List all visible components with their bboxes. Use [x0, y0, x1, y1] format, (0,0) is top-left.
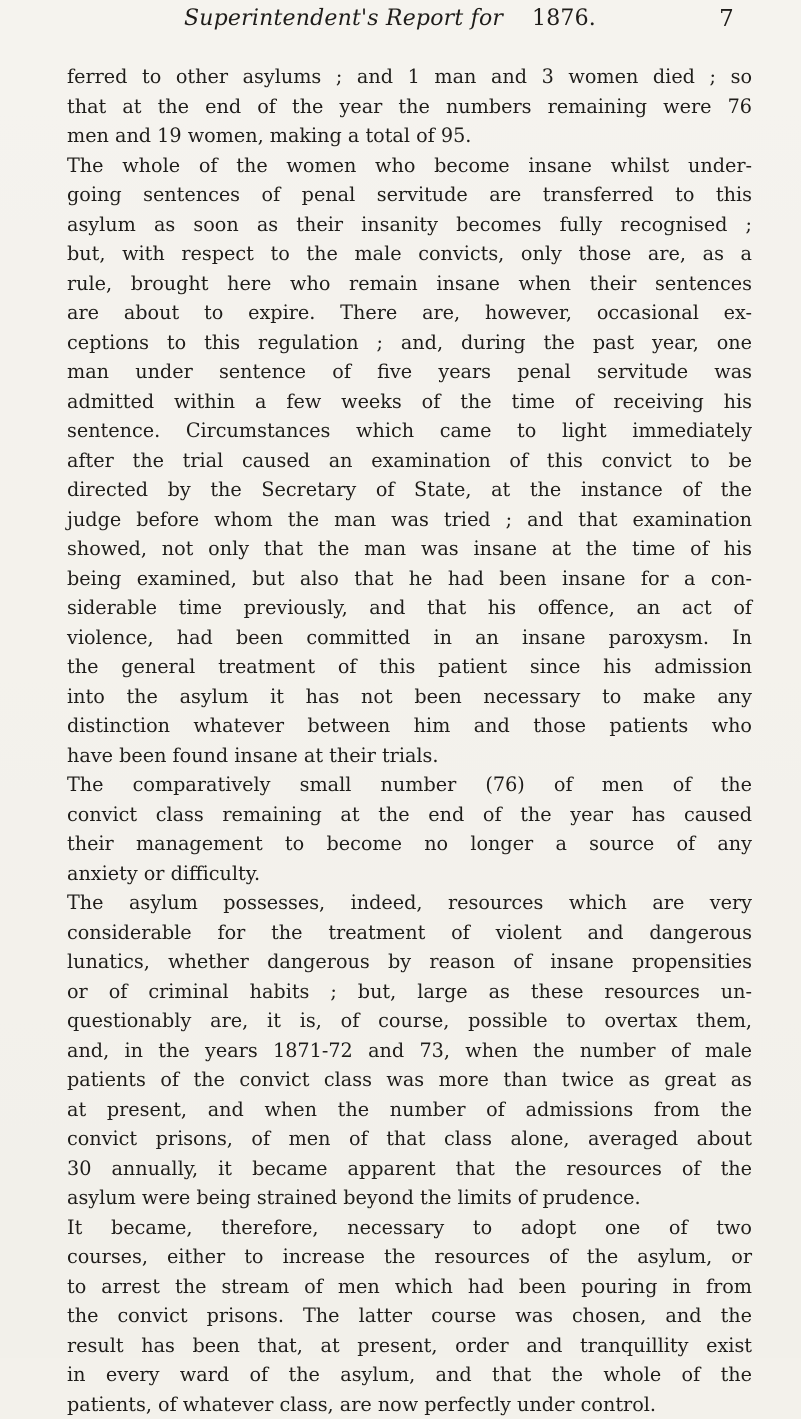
text-line: violence, had been committed in an insane paroxysm. In	[67, 623, 752, 653]
text-line: distinction whatever between him and those patients who	[67, 711, 752, 741]
text-line: lunatics, whether dangerous by reason of insane propensities	[67, 947, 752, 977]
text-line: men and 19 women, making a total of 95.	[67, 121, 752, 151]
text-line: siderable time previously, and that his offence, an act of	[67, 593, 752, 623]
text-line: 30 annually, it became apparent that the resources of the	[67, 1154, 752, 1184]
text-line: directed by the Secretary of State, at the instance of the	[67, 475, 752, 505]
text-line: the convict prisons. The latter course was chosen, and the	[67, 1301, 752, 1331]
paragraph	[67, 1213, 752, 1419]
text-line: anxiety or difficulty.	[67, 859, 752, 889]
text-line: courses, either to increase the resources of the asylum, or	[67, 1242, 752, 1272]
text-line: are about to expire. There are, however, occasional ex-	[67, 298, 752, 328]
text-line: The asylum possesses, indeed, resources which are very	[67, 888, 752, 918]
text-line: at present, and when the number of admissions from the	[67, 1095, 752, 1125]
text-line: admitted within a few weeks of the time of receiving his	[67, 387, 752, 417]
text-line: ceptions to this regulation ; and, during the past year, one	[67, 328, 752, 358]
text-line: judge before whom the man was tried ; and that examination	[67, 505, 752, 535]
text-line: rule, brought here who remain insane when their sentences	[67, 269, 752, 299]
text-line: patients of the convict class was more than twice as great as	[67, 1065, 752, 1095]
text-line: man under sentence of five years penal servitude was	[67, 357, 752, 387]
text-line: in every ward of the asylum, and that the whole of the	[67, 1360, 752, 1390]
header-year: 1876.	[532, 6, 596, 31]
text-line: the general treatment of this patient since his admission	[67, 652, 752, 682]
body-text	[67, 62, 752, 1419]
text-line: sentence. Circumstances which came to light immediately	[67, 416, 752, 446]
text-line: questionably are, it is, of course, possible to overtax them,	[67, 1006, 752, 1036]
paragraph	[67, 62, 752, 151]
text-line: that at the end of the year the numbers remaining were 76	[67, 92, 752, 122]
text-line: asylum were being strained beyond the limits of prudence.	[67, 1183, 752, 1213]
text-line: showed, not only that the man was insane at the time of his	[67, 534, 752, 564]
header-title: Superintendent's Report for	[184, 6, 503, 31]
text-line: their management to become no longer a source of any	[67, 829, 752, 859]
text-line: into the asylum it has not been necessary to make any	[67, 682, 752, 712]
text-line: ferred to other asylums ; and 1 man and 3 women died ; so	[67, 62, 752, 92]
text-line: The whole of the women who become insane whilst under-	[67, 151, 752, 181]
text-line: convict prisons, of men of that class alone, averaged about	[67, 1124, 752, 1154]
text-line: going sentences of penal servitude are transferred to this	[67, 180, 752, 210]
text-line: to arrest the stream of men which had been pouring in from	[67, 1272, 752, 1302]
text-line: considerable for the treatment of violent and dangerous	[67, 918, 752, 948]
text-line: asylum as soon as their insanity becomes fully recognised ;	[67, 210, 752, 240]
text-line: or of criminal habits ; but, large as these resources un-	[67, 977, 752, 1007]
paragraph	[67, 151, 752, 771]
text-line: but, with respect to the male convicts, only those are, as a	[67, 239, 752, 269]
paragraph	[67, 888, 752, 1213]
text-line: have been found insane at their trials.	[67, 741, 752, 771]
text-line: It became, therefore, necessary to adopt one of two	[67, 1213, 752, 1243]
text-line: after the trial caused an examination of this convict to be	[67, 446, 752, 476]
text-line: convict class remaining at the end of the year has caused	[67, 800, 752, 830]
page-number: 7	[719, 6, 734, 32]
text-line: and, in the years 1871-72 and 73, when the number of male	[67, 1036, 752, 1066]
text-line: being examined, but also that he had been insane for a con-	[67, 564, 752, 594]
text-line: result has been that, at present, order and tranquillity exist	[67, 1331, 752, 1361]
text-line: The comparatively small number (76) of men of the	[67, 770, 752, 800]
text-line: patients, of whatever class, are now perfectly under control.	[67, 1390, 752, 1419]
running-header	[184, 6, 734, 38]
paragraph	[67, 770, 752, 888]
